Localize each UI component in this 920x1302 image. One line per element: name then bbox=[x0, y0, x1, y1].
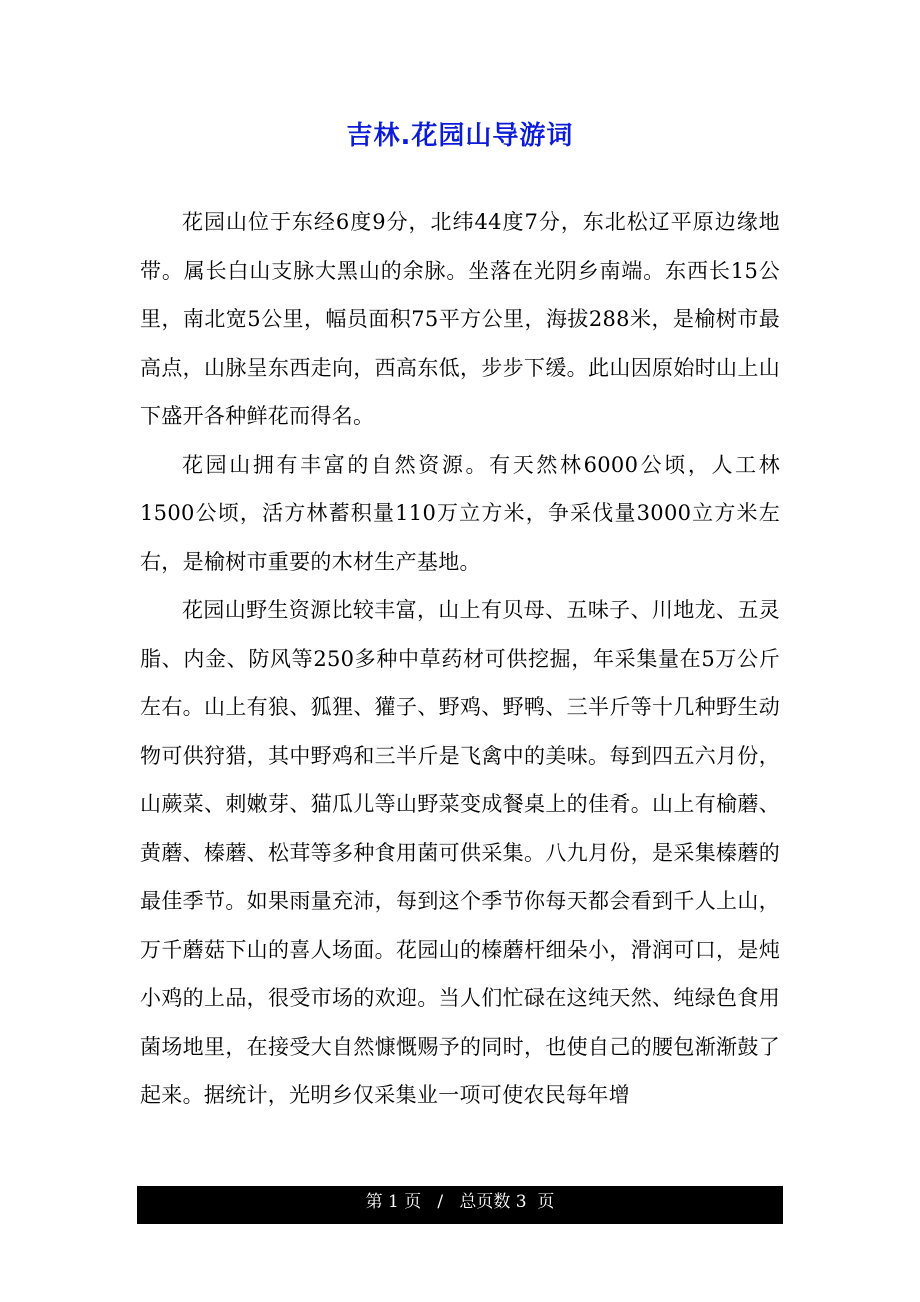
page-footer: 第 1 页 / 总页数 3 页 bbox=[137, 1186, 783, 1224]
paragraph-wild-resources: 花园山野生资源比较丰富，山上有贝母、五味子、川地龙、五灵脂、内金、防风等250多种中草药材可供挖掘，年采集量在5万公斤左右。山上有狼、狐狸、獾子、野鸡、野鸭、三半斤等十几种野生动物可供狩猎，其中野鸡和三半斤是飞禽中的美味。每到四五六月份，山蕨菜、刺嫩芽、猫瓜儿等山野菜变成餐桌上的佳肴。山上有榆蘑、黄蘑、榛蘑、松茸等多种食用菌可供采集。八九月份，是采集榛蘑的最佳季节。如果雨量充沛，每到这个季节你每天都会看到千人上山，万千蘑菇下山的喜人场面。花园山的榛蘑杆细朵小，滑润可口，是炖小鸡的上品，很受市场的欢迎。当人们忙碌在这纯天然、纯绿色食用菌场地里，在接受大自然慷慨赐予的同时，也使自己的腰包渐渐鼓了起来。据统计，光明乡仅采集业一项可使农民每年增 bbox=[140, 598, 780, 1107]
document-title: 吉林.花园山导游词 bbox=[346, 121, 574, 151]
paragraph-forest-resources: 花园山拥有丰富的自然资源。有天然林6000公顷，人工林1500公顷，活方林蓄积量110万立方米，争采伐量3000立方米左右，是榆树市重要的木材生产基地。 bbox=[140, 452, 780, 574]
paragraph-location: 花园山位于东经6度9分，北纬44度7分，东北松辽平原边缘地带。属长白山支脉大黑山的余脉。坐落在光阴乡南端。东西长15公里，南北宽5公里，幅员面积75平方公里，海拔288米，是榆树市最高点，山脉呈东西走向，西高东低，步步下缓。此山因原始时山上山下盛开各种鲜花而得名。 bbox=[140, 210, 780, 428]
document-body bbox=[140, 198, 780, 1120]
